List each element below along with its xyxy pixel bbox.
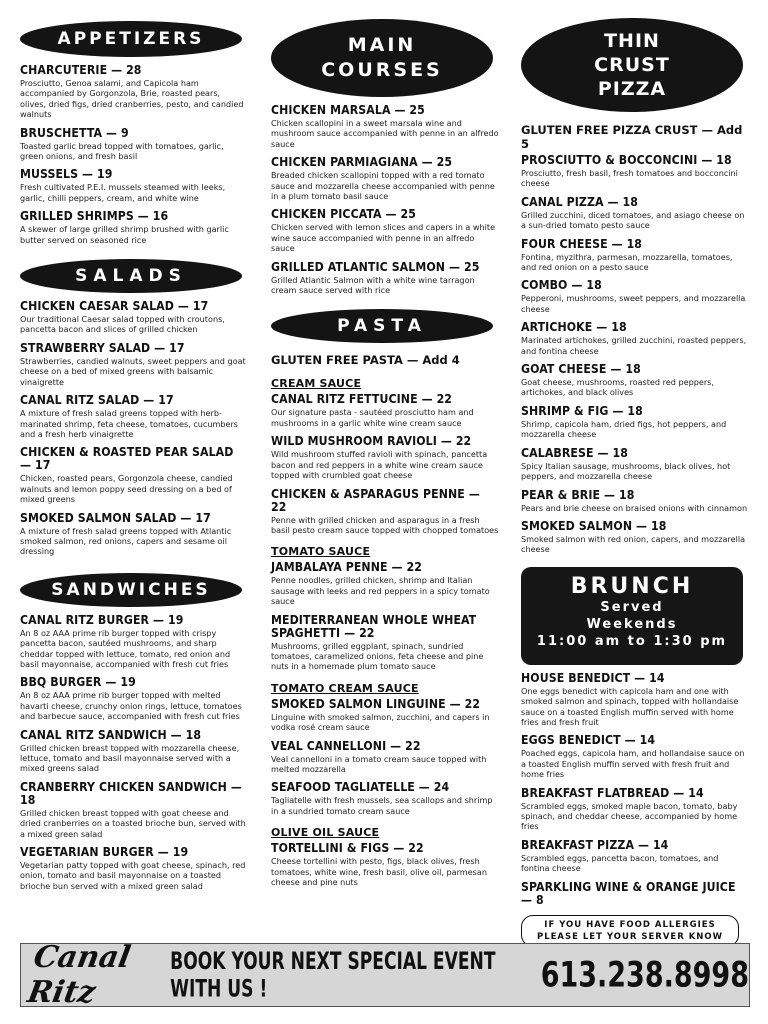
middle-column: [271, 0, 499, 887]
menu-item-name: CANAL RITZ FETTUCINE — 22: [271, 392, 453, 407]
menu-item-description: Cheese tortellini with pesto, figs, black olives, fresh tomatoes, white wine, fresh basil, olive oil, parmesan cheese and pine nuts: [271, 856, 487, 887]
appetizers-list: [20, 64, 248, 245]
menu-item-description: Grilled chicken breast topped with goat cheese and dried cranberries on a toasted brioche bun, served with a mixed green salad: [20, 807, 246, 839]
menu-item-name: BRUSCHETTA — 9: [20, 125, 129, 140]
menu-item-name: BREAKFAST PIZZA — 14: [521, 837, 669, 852]
menu-item: [271, 393, 499, 428]
menu-item-name: JAMBALAYA PENNE — 22: [271, 560, 422, 575]
menu-item-name: BBQ BURGER — 19: [20, 675, 136, 690]
menu-item-description: Grilled Atlantic Salmon with a white wine tarragon cream sauce served with rice: [271, 274, 475, 296]
right-column: [521, 0, 749, 947]
menu-item-name: CANAL RITZ BURGER — 19: [20, 612, 184, 627]
menu-item-description: A mixture of fresh salad greens topped with herb-marinated shrimp, feta cheese, tomatoes, cucumbers and a fresh herb vinaigrette: [20, 408, 239, 439]
menu-item: [521, 734, 749, 779]
menu-item: [20, 512, 248, 557]
cream-sauce-list: [271, 393, 499, 535]
pizza-list: [521, 154, 749, 555]
menu-item-description: Goat cheese, mushrooms, roasted red peppers, artichokes, and black olives: [521, 377, 714, 398]
menu-item-description: A mixture of fresh salad greens topped with Atlantic smoked salmon, red onions, capers and sesame oil dressing: [20, 525, 232, 557]
menu-item-name: ARTICHOKE — 18: [521, 320, 627, 335]
menu-item: [271, 698, 499, 733]
canal-ritz-logo: Canal Ritz: [24, 940, 134, 1010]
menu-item-name: CHICKEN & ROASTED PEAR SALAD — 17: [20, 445, 234, 473]
allergy-line2: PLEASE LET YOUR SERVER KNOW: [536, 931, 724, 942]
menu-item: [271, 208, 499, 253]
salads-list: [20, 300, 248, 557]
pasta-heading: PASTA: [271, 309, 493, 343]
menu-item-name: STRAWBERRY SALAD — 17: [20, 340, 185, 355]
menu-item-name: CANAL RITZ SALAD — 17: [20, 393, 174, 408]
menu-item-description: Scrambled eggs, pancetta bacon, tomatoes, and fontina cheese: [521, 852, 719, 874]
menu-item: [20, 127, 248, 162]
menu-item-name: CHICKEN PARMIAGIANA — 25: [271, 155, 453, 170]
menu-item: [521, 196, 749, 231]
menu-item-description: Grilled chicken breast topped with mozzarella cheese, lettuce, tomato and basil mayonnaise served with a mixed greens salad: [20, 742, 240, 774]
menu-item-description: Prosciutto, Genoa salami, and Capicola ham accompanied by Gorgonzola, Brie, roasted pears, olives, dried figs, dried cranberries, pesto, and candied walnuts: [20, 78, 244, 120]
menu-item-description: Wild mushroom stuffed ravioli with spinach, pancetta bacon and red peppers in a white wine cream sauce topped with crumbled goat cheese: [271, 449, 488, 481]
menu-item-description: Chicken scallopini in a sweet marsala wine and mushroom sauce accompanied with penne in an alfredo sauce: [271, 118, 499, 149]
menu-item: [271, 614, 499, 672]
brunch-heading: BRUNCH: [570, 573, 694, 599]
menu-item-name: CALABRESE — 18: [521, 445, 628, 460]
menu-item: [271, 781, 499, 816]
menu-item: [271, 488, 499, 536]
pizza-heading: [521, 18, 743, 112]
menu-item-description: Smoked salmon with red onion, capers, and mozzarella cheese: [521, 533, 746, 555]
menu-item: [20, 342, 248, 387]
menu-item: [521, 881, 749, 907]
menu-item: [521, 447, 749, 482]
menu-item: [20, 846, 248, 891]
menu-item-description: Shrimp, capicola ham, dried figs, hot peppers, and mozzarella cheese: [521, 418, 727, 440]
menu-item-description: Strawberries, candied walnuts, sweet peppers and goat cheese on a bed of mixed greens with balsamic vinaigrette: [20, 355, 246, 387]
menu-item-description: Our signature pasta - sautéed prosciutto ham and mushrooms in a garlic white wine cream sauce: [271, 407, 474, 428]
menu-item-name: CHICKEN & ASPARAGUS PENNE — 22: [271, 486, 480, 514]
menu-item: [521, 787, 749, 832]
brunch-heading-box: [521, 567, 743, 665]
menu-item-description: An 8 oz AAA prime rib burger topped with melted havarti cheese, crunchy onion rings, lettuce, tomatoes and barbecue sauce, accompanied with fresh cut fries: [20, 690, 242, 722]
appetizers-heading: APPETIZERS: [20, 21, 242, 57]
menu-item: [271, 740, 499, 775]
menu-item-name: PEAR & BRIE — 18: [521, 487, 635, 502]
menu-item: [521, 839, 749, 874]
menu-item: [20, 168, 248, 203]
brunch-weekends: Weekends: [586, 616, 678, 632]
pizza-heading-line2: CRUST: [594, 54, 670, 76]
main-courses-list: [271, 104, 499, 295]
menu-item-description: Pepperoni, mushrooms, sweet peppers, and mozzarella cheese: [521, 293, 746, 314]
menu-item: [20, 64, 248, 120]
brunch-list: [521, 672, 749, 907]
menu-item: [521, 279, 749, 314]
menu-item: [521, 363, 749, 398]
menu-item: [20, 781, 248, 839]
menu-item-description: An 8 oz AAA prime rib burger topped with crispy pancetta bacon, sautéed mushrooms, and sharp cheddar topped with lettuce, tomato, red onion and basil mayonnaise, accompanied with fresh cut fries: [20, 627, 231, 669]
sandwiches-heading: SANDWICHES: [20, 573, 242, 607]
menu-item-name: HOUSE BENEDICT — 14: [521, 670, 665, 685]
menu-item-name: COMBO — 18: [521, 278, 602, 293]
menu-item-description: Linguine with smoked salmon, zucchini, and capers in vodka rosé cream sauce: [271, 711, 490, 733]
menu-item-description: One eggs benedict with capicola ham and one with smoked salmon and spinach, topped with hollandaise sauce on a toasted English muffin served with home fries and fresh fruit: [521, 685, 739, 727]
menu-item-description: Veal cannelloni in a tomato cream sauce topped with melted mozzarella: [271, 753, 487, 774]
menu-item-description: Marinated artichokes, grilled zucchini, roasted peppers, and fontina cheese: [521, 335, 747, 356]
olive-oil-sauce-label: OLIVE OIL SAUCE: [271, 826, 380, 840]
menu-item-name: SHRIMP & FIG — 18: [521, 403, 643, 418]
menu-item: [20, 676, 248, 721]
left-column: [20, 0, 248, 891]
menu-item-description: Penne noodles, grilled chicken, shrimp and Italian sausage with leeks and red peppers in a spicy tomato sauce: [271, 575, 490, 607]
menu-item-name: CHICKEN PICCATA — 25: [271, 207, 416, 222]
menu-item: [20, 300, 248, 335]
tomato-cream-sauce-list: [271, 698, 499, 816]
menu-item-name: MEDITERRANEAN WHOLE WHEAT SPAGHETTI — 22: [271, 612, 477, 640]
menu-item: [521, 321, 749, 356]
menu-item-name: MUSSELS — 19: [20, 167, 113, 182]
menu-item-description: Fontina, myzithra, parmesan, mozzarella, tomatoes, and red onion on a pesto sauce: [521, 251, 733, 273]
menu-item-description: Pears and brie cheese on braised onions with cinnamon: [521, 502, 748, 513]
brunch-served: Served: [600, 599, 664, 615]
menu-item-name: GRILLED SHRIMPS — 16: [20, 209, 169, 224]
menu-item-name: GOAT CHEESE — 18: [521, 362, 641, 377]
sandwiches-list: [20, 614, 248, 892]
menu-item-description: Poached eggs, capicola ham, and hollandaise sauce on a toasted English muffin served with fresh fruit and home fries: [521, 748, 745, 780]
cream-sauce-label: CREAM SAUCE: [271, 377, 362, 391]
menu-item-description: Our traditional Caesar salad topped with croutons, pancetta bacon and slices of grilled chicken: [20, 314, 225, 335]
menu-item-description: Breaded chicken scallopini topped with a red tomato sauce and mozzarella cheese accompanied with penne in a plum tomato basil sauce: [271, 170, 495, 202]
menu-item: [20, 614, 248, 670]
menu-item-description: Grilled zucchini, diced tomatoes, and asiago cheese on a sun-dried tomato pesto sauce: [521, 209, 745, 231]
menu-item-name: SMOKED SALMON SALAD — 17: [20, 510, 211, 525]
menu-item-description: A skewer of large grilled shrimp brushed with garlic butter served on seasoned rice: [20, 224, 229, 245]
menu-item-description: Scrambled eggs, smoked maple bacon, tomato, baby spinach, and cheddar cheese, accompanied by home fries: [521, 800, 738, 832]
menu-item-name: GRILLED ATLANTIC SALMON — 25: [271, 259, 480, 274]
menu-item: [20, 446, 248, 504]
menu-item: [521, 672, 749, 728]
footer-banner: [20, 940, 750, 1010]
tomato-cream-sauce-label: TOMATO CREAM SAUCE: [271, 681, 419, 695]
menu-item-description: Fresh cultivated P.E.I. mussels steamed with leeks, garlic, chilli peppers, cream, and white wine: [20, 182, 226, 203]
menu-item-name: VEGETARIAN BURGER — 19: [20, 845, 189, 860]
menu-item-name: FOUR CHEESE — 18: [521, 236, 643, 251]
main-courses-heading: [271, 19, 493, 97]
menu-item-description: Prosciutto, fresh basil, fresh tomatoes and bocconcini cheese: [521, 168, 738, 189]
allergy-line1: IF YOU HAVE FOOD ALLERGIES: [544, 919, 716, 930]
menu-item-description: Penne with grilled chicken and asparagus in a fresh basil pesto cream sauce topped with chopped tomatoes: [271, 514, 499, 535]
menu-item: [20, 210, 248, 245]
menu-item: [271, 104, 499, 149]
menu-item-name: SEAFOOD TAGLIATELLE — 24: [271, 780, 450, 795]
event-booking-text: BOOK YOUR NEXT SPECIAL EVENT WITH US !: [170, 947, 496, 1003]
menu-item-name: CANAL PIZZA — 18: [521, 194, 638, 209]
menu-item: [271, 842, 499, 887]
menu-item-name: CHARCUTERIE — 28: [20, 63, 142, 77]
menu-item-description: Toasted garlic bread topped with tomatoes, garlic, green onions, and fresh basil: [20, 140, 224, 162]
menu-item-name: SMOKED SALMON LINGUINE — 22: [271, 696, 481, 711]
menu-item-description: Vegetarian patty topped with goat cheese, spinach, red onion, tomato and basil mayonnaise on a toasted brioche bun served with a mixed green salad: [20, 860, 246, 891]
menu-item-description: Mushrooms, grilled eggplant, spinach, sundried tomatoes, caramelized onions, feta cheese and pine nuts in a homemade plum tomato sauce: [271, 640, 484, 672]
phone-number[interactable]: 613.238.8998: [540, 954, 749, 996]
menu-item-name: CRANBERRY CHICKEN SANDWICH — 18: [20, 779, 242, 807]
menu-item: [271, 561, 499, 606]
menu-item: [20, 729, 248, 774]
menu-item: [271, 435, 499, 480]
menu-item-name: WILD MUSHROOM RAVIOLI — 22: [271, 434, 472, 449]
menu-item: [271, 261, 499, 296]
pizza-heading-line1: THIN: [604, 30, 660, 52]
olive-oil-sauce-list: [271, 842, 499, 887]
gluten-free-crust-note: GLUTEN FREE PIZZA CRUST — Add 5: [521, 123, 743, 151]
main-heading-line1: MAIN: [347, 34, 417, 56]
menu-item-name: BREAKFAST FLATBREAD — 14: [521, 785, 704, 800]
menu-item: [521, 489, 749, 513]
menu-item-name: CHICKEN CAESAR SALAD — 17: [20, 299, 209, 314]
menu-item-name: CHICKEN MARSALA — 25: [271, 103, 425, 117]
tomato-sauce-list: [271, 561, 499, 671]
tomato-sauce-label: TOMATO SAUCE: [271, 545, 371, 559]
menu-item-description: Chicken, roasted pears, Gorgonzola cheese, candied walnuts and lemon poppy seed dressing on a bed of mixed greens: [20, 473, 233, 505]
menu-item-name: SPARKLING WINE & ORANGE JUICE — 8: [521, 879, 736, 907]
menu-item-name: EGGS BENEDICT — 14: [521, 733, 656, 748]
menu-item: [521, 405, 749, 440]
menu-item-name: VEAL CANNELLONI — 22: [271, 738, 421, 753]
main-heading-line2: COURSES: [321, 59, 443, 81]
menu-item: [521, 238, 749, 273]
pizza-heading-line3: PIZZA: [597, 78, 667, 100]
menu-item-description: Spicy Italian sausage, mushrooms, black olives, hot peppers, and mozzarella cheese: [521, 460, 731, 482]
allergy-notice: [521, 915, 739, 947]
gluten-free-pasta-note: GLUTEN FREE PASTA — Add 4: [271, 353, 460, 368]
brunch-hours: 11:00 am to 1:30 pm: [536, 633, 728, 649]
menu-item-description: Chicken served with lemon slices and capers in a white wine sauce accompanied with penne in an alfredo sauce: [271, 222, 496, 254]
menu-item-name: TORTELLINI & FIGS — 22: [271, 841, 424, 856]
menu-item: [20, 394, 248, 439]
salads-heading: SALADS: [20, 259, 242, 293]
menu-item-description: Tagliatelle with fresh mussels, sea scallops and shrimp in a sundried tomato cream sauce: [271, 795, 493, 816]
menu-item-name: SMOKED SALMON — 18: [521, 518, 667, 533]
menu-item: [521, 520, 749, 555]
menu-item-name: CANAL RITZ SANDWICH — 18: [20, 727, 202, 742]
menu-item: [521, 154, 749, 189]
menu-item: [271, 156, 499, 201]
menu-item-name: PROSCIUTTO & BOCCONCINI — 18: [521, 153, 732, 167]
